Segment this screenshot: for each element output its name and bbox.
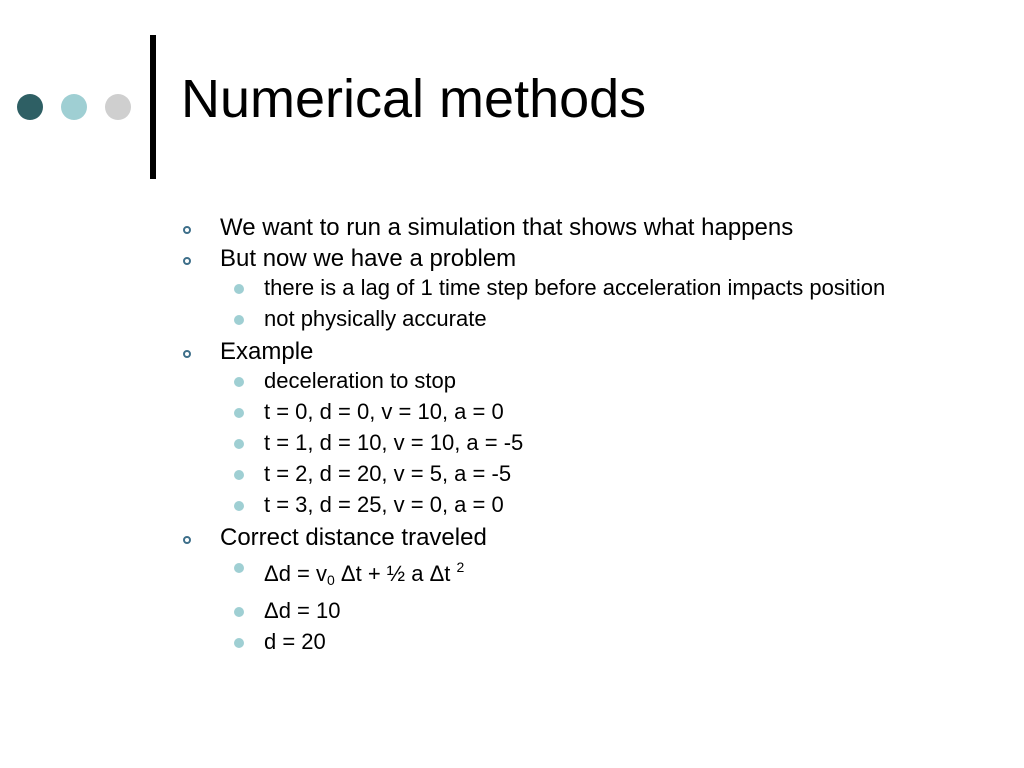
bullet-text: We want to run a simulation that shows what happens [220,214,794,241]
bullet-text: Example [220,338,314,365]
hollow-bullet-icon [183,536,191,544]
light-teal-dot-icon [61,94,87,120]
sub-bullet-text: t = 0, d = 0, v = 10, a = 0 [264,399,504,424]
sub-bullet-item [183,431,943,455]
filled-bullet-icon [234,607,244,617]
title-divider [150,35,156,179]
sub-bullet-item [183,462,943,486]
sub-bullet-item [183,555,943,592]
bullet-text: But now we have a problem [220,245,517,272]
gray-dot-icon [105,94,131,120]
slide-content [183,214,943,661]
sub-bullet-text: t = 1, d = 10, v = 10, a = -5 [264,430,524,455]
hollow-bullet-icon [183,257,191,265]
formula-text [264,561,464,586]
sub-bullet-text: Δd = 10 [264,598,341,623]
formula-part: Δd = v [264,561,328,586]
hollow-bullet-icon [183,350,191,358]
sub-bullet-item [183,369,943,393]
sub-bullet-item [183,307,943,331]
dark-teal-dot-icon [17,94,43,120]
sub-bullet-text: not physically accurate [264,306,487,331]
filled-bullet-icon [234,315,244,325]
sub-bullet-text: deceleration to stop [264,368,457,393]
filled-bullet-icon [234,470,244,480]
hollow-bullet-icon [183,226,191,234]
filled-bullet-icon [234,284,244,294]
sub-bullet-text: d = 20 [264,629,326,654]
filled-bullet-icon [234,377,244,387]
bullet-text: Correct distance traveled [220,524,487,551]
bullet-item [183,338,943,366]
bullet-item [183,524,943,552]
bullet-item [183,245,943,273]
formula-superscript: 2 [456,559,465,575]
filled-bullet-icon [234,638,244,648]
filled-bullet-icon [234,408,244,418]
sub-bullet-item [183,493,943,517]
filled-bullet-icon [234,563,244,573]
formula-subscript: 0 [327,572,335,588]
formula-part: Δt + ½ a Δt [334,561,457,586]
sub-bullet-item [183,630,943,654]
sub-bullet-text: t = 2, d = 20, v = 5, a = -5 [264,461,512,486]
sub-bullet-text: t = 3, d = 25, v = 0, a = 0 [264,492,504,517]
sub-bullet-item [183,400,943,424]
filled-bullet-icon [234,439,244,449]
slide-title: Numerical methods [181,69,647,129]
sub-bullet-text: there is a lag of 1 time step before acceleration impacts position [264,275,886,300]
decorative-dots [17,94,137,120]
sub-bullet-item [183,599,943,623]
filled-bullet-icon [234,501,244,511]
sub-bullet-item [183,276,943,300]
bullet-item [183,214,943,242]
